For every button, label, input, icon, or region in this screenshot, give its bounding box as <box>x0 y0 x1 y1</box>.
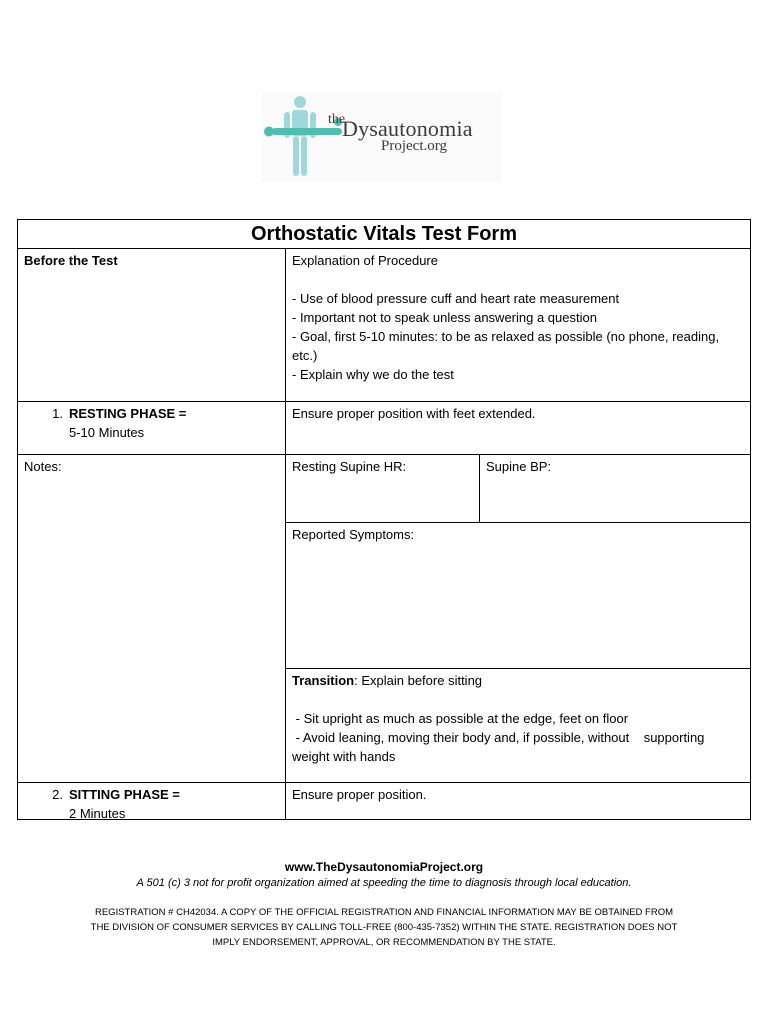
notes-label: Notes: <box>24 459 62 474</box>
resting-phase-label: RESTING PHASE = <box>69 406 187 421</box>
footer-tagline: A 501 (c) 3 not for profit organization aimed at speeding the time to diagnosis through local education. <box>136 877 632 889</box>
sitting-instruction: Ensure proper position. <box>292 787 427 802</box>
sitting-instruction-cell <box>285 782 751 820</box>
form-title: Orthostatic Vitals Test Form <box>17 219 751 249</box>
resting-instruction: Ensure proper position with feet extended. <box>292 406 536 421</box>
supine-hr-cell[interactable] <box>285 454 480 523</box>
sitting-phase-duration: 2 Minutes <box>69 806 126 820</box>
transition-item: - Avoid leaning, moving their body and, if possible, without supporting weight with hands <box>292 730 709 764</box>
transition-text: : Explain before sitting <box>354 673 483 688</box>
notes-cell[interactable] <box>17 454 286 783</box>
registration-line: REGISTRATION # CH42034. A COPY OF THE OFFICIAL REGISTRATION AND FINANCIAL INFORMATION MAY BE OBTAINED FROM <box>94 907 673 918</box>
registration-line: THE DIVISION OF CONSUMER SERVICES BY CALLING TOLL-FREE (800-435-7352) WITHIN THE STATE. REGISTRATION DOES NOT <box>90 922 678 933</box>
procedure-item: - Goal, first 5-10 minutes: to be as relaxed as possible (no phone, reading, etc.) <box>292 329 720 363</box>
registration-line: IMPLY ENDORSEMENT, APPROVAL, OR RECOMMENDATION BY THE STATE. <box>212 937 556 948</box>
sitting-phase-cell <box>17 782 286 820</box>
supine-hr-label: Resting Supine HR: <box>292 459 407 474</box>
procedure-heading: Explanation of Procedure <box>292 253 438 268</box>
transition-label: Transition <box>292 673 355 688</box>
procedure-item: - Use of blood pressure cuff and heart rate measurement <box>292 291 620 306</box>
logo-the-text: the <box>328 112 346 127</box>
procedure-item: - Important not to speak unless answering a question <box>292 310 597 325</box>
transition-cell <box>285 668 751 783</box>
procedure-item: - Explain why we do the test <box>292 367 454 382</box>
footer-url[interactable]: www.TheDysautonomiaProject.org <box>284 860 484 874</box>
resting-phase-number: 1. <box>52 406 63 421</box>
resting-phase-duration: 5-10 Minutes <box>69 425 145 440</box>
sitting-phase-label: SITTING PHASE = <box>69 787 180 802</box>
footer-registration <box>0 905 768 950</box>
before-test-label: Before the Test <box>24 253 118 268</box>
resting-phase-cell <box>17 401 286 455</box>
resting-instruction-cell <box>285 401 751 455</box>
supine-bp-label: Supine BP: <box>486 459 552 474</box>
transition-item: - Sit upright as much as possible at the edge, feet on floor <box>292 711 629 726</box>
supine-bp-cell[interactable] <box>479 454 751 523</box>
logo <box>262 92 502 182</box>
sitting-phase-number: 2. <box>52 787 63 802</box>
procedure-explanation-cell <box>285 248 751 402</box>
logo-sub-text: Project.org <box>381 138 447 154</box>
form-table <box>17 219 751 820</box>
before-test-label-cell <box>17 248 286 402</box>
logo-name-text: Dysautonomia <box>342 116 473 141</box>
reported-symptoms-label: Reported Symptoms: <box>292 527 415 542</box>
reported-symptoms-cell[interactable] <box>285 522 751 669</box>
